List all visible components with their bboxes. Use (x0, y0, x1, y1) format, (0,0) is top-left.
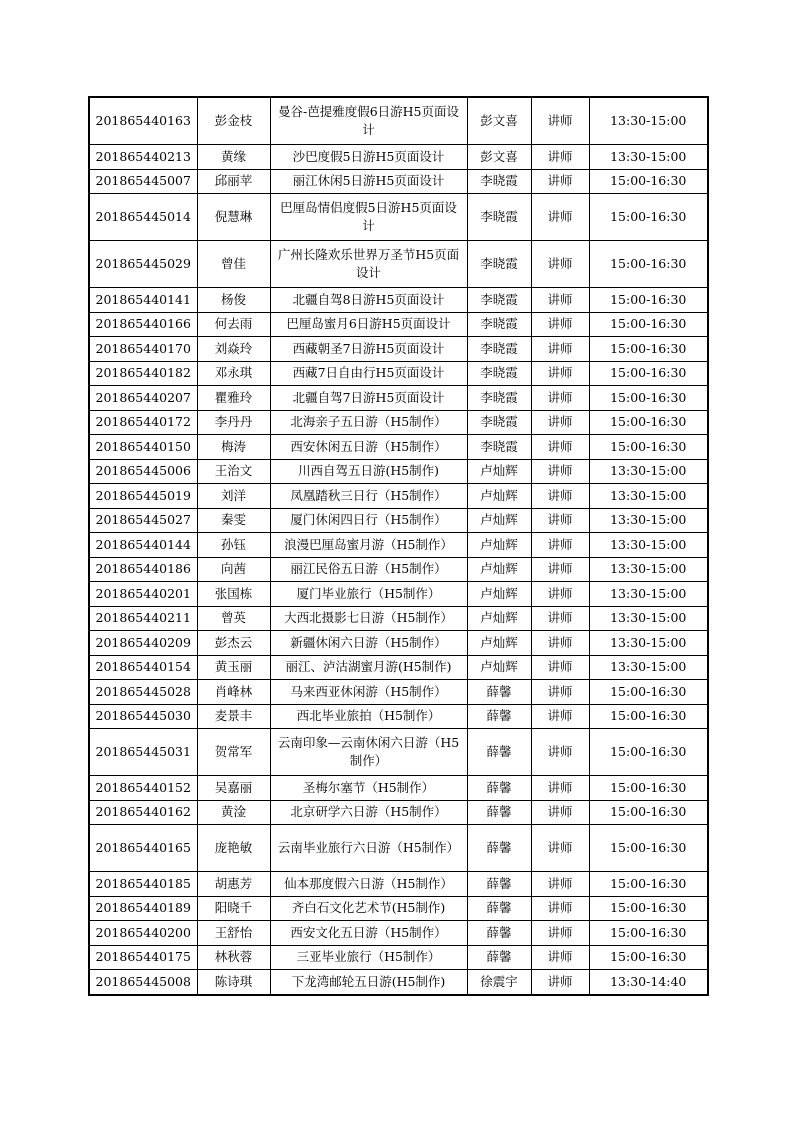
student-id-cell: 201865440152 (89, 776, 197, 801)
teacher-title-cell: 讲师 (531, 288, 589, 313)
course-title-cell: 丽江休闲5日游H5页面设计 (270, 169, 467, 194)
course-title-cell: 大西北摄影七日游（H5制作） (270, 606, 467, 631)
teacher-name-cell: 薛馨 (467, 776, 531, 801)
table-row (89, 557, 708, 582)
time-slot-cell: 15:00-16:30 (589, 194, 708, 241)
student-name-cell: 倪慧琳 (197, 194, 270, 241)
course-title-cell: 西安文化五日游（H5制作） (270, 921, 467, 946)
student-id-cell: 201865445027 (89, 508, 197, 533)
teacher-title-cell: 讲师 (531, 459, 589, 484)
student-name-cell: 邱丽苹 (197, 169, 270, 194)
time-slot-cell: 13:30-15:00 (589, 557, 708, 582)
time-slot-cell: 13:30-15:00 (589, 631, 708, 656)
student-id-cell: 201865445019 (89, 484, 197, 509)
student-id-cell: 201865440162 (89, 800, 197, 825)
teacher-title-cell: 讲师 (531, 386, 589, 411)
student-id-cell: 201865440163 (89, 97, 197, 145)
student-name-cell: 王舒怡 (197, 921, 270, 946)
teacher-title-cell: 讲师 (531, 945, 589, 970)
student-name-cell: 何去雨 (197, 312, 270, 337)
student-id-cell: 201865440211 (89, 606, 197, 631)
teacher-title-cell: 讲师 (531, 557, 589, 582)
student-id-cell: 201865440165 (89, 825, 197, 872)
table-row (89, 582, 708, 607)
student-id-cell: 201865445031 (89, 729, 197, 776)
student-name-cell: 陈诗琪 (197, 970, 270, 995)
course-title-cell: 新疆休闲六日游（H5制作） (270, 631, 467, 656)
student-name-cell: 秦雯 (197, 508, 270, 533)
table-row (89, 533, 708, 558)
teacher-name-cell: 卢灿辉 (467, 655, 531, 680)
teacher-title-cell: 讲师 (531, 435, 589, 460)
teacher-title-cell: 讲师 (531, 312, 589, 337)
table-row (89, 361, 708, 386)
teacher-name-cell: 李晓霞 (467, 337, 531, 362)
teacher-name-cell: 薛馨 (467, 729, 531, 776)
time-slot-cell: 15:00-16:30 (589, 921, 708, 946)
teacher-name-cell: 李晓霞 (467, 361, 531, 386)
table-row (89, 631, 708, 656)
student-id-cell: 201865440201 (89, 582, 197, 607)
student-name-cell: 邓永琪 (197, 361, 270, 386)
course-title-cell: 圣梅尔塞节（H5制作） (270, 776, 467, 801)
course-title-cell: 北海亲子五日游（H5制作） (270, 410, 467, 435)
table-row (89, 825, 708, 872)
student-name-cell: 贺常军 (197, 729, 270, 776)
table-row (89, 508, 708, 533)
table-row (89, 896, 708, 921)
course-title-cell: 丽江、泸沽湖蜜月游(H5制作) (270, 655, 467, 680)
time-slot-cell: 13:30-15:00 (589, 508, 708, 533)
student-name-cell: 彭金枝 (197, 97, 270, 145)
teacher-name-cell: 李晓霞 (467, 435, 531, 460)
teacher-title-cell: 讲师 (531, 484, 589, 509)
course-title-cell: 巴厘岛情侣度假5日游H5页面设计 (270, 194, 467, 241)
course-title-cell: 厦门休闲四日行（H5制作） (270, 508, 467, 533)
table-row (89, 459, 708, 484)
student-name-cell: 曾佳 (197, 241, 270, 288)
course-title-cell: 云南毕业旅行六日游（H5制作） (270, 825, 467, 872)
course-title-cell: 西藏7日自由行H5页面设计 (270, 361, 467, 386)
teacher-name-cell: 卢灿辉 (467, 484, 531, 509)
student-id-cell: 201865440141 (89, 288, 197, 313)
student-id-cell: 201865445006 (89, 459, 197, 484)
course-title-cell: 北京研学六日游（H5制作） (270, 800, 467, 825)
student-id-cell: 201865440166 (89, 312, 197, 337)
student-id-cell: 201865440185 (89, 872, 197, 897)
teacher-title-cell: 讲师 (531, 825, 589, 872)
time-slot-cell: 15:00-16:30 (589, 680, 708, 705)
course-title-cell: 浪漫巴厘岛蜜月游（H5制作） (270, 533, 467, 558)
student-name-cell: 黄玉丽 (197, 655, 270, 680)
time-slot-cell: 15:00-16:30 (589, 776, 708, 801)
teacher-title-cell: 讲师 (531, 606, 589, 631)
time-slot-cell: 15:00-16:30 (589, 729, 708, 776)
course-title-cell: 西藏朝圣7日游H5页面设计 (270, 337, 467, 362)
teacher-title-cell: 讲师 (531, 194, 589, 241)
student-id-cell: 201865440170 (89, 337, 197, 362)
table-row (89, 145, 708, 170)
table-row (89, 872, 708, 897)
time-slot-cell: 15:00-16:30 (589, 410, 708, 435)
time-slot-cell: 13:30-15:00 (589, 145, 708, 170)
student-id-cell: 201865440154 (89, 655, 197, 680)
student-id-cell: 201865440189 (89, 896, 197, 921)
student-name-cell: 王治文 (197, 459, 270, 484)
teacher-title-cell: 讲师 (531, 508, 589, 533)
teacher-title-cell: 讲师 (531, 631, 589, 656)
course-title-cell: 齐白石文化艺术节(H5制作) (270, 896, 467, 921)
teacher-name-cell: 卢灿辉 (467, 533, 531, 558)
teacher-title-cell: 讲师 (531, 241, 589, 288)
teacher-title-cell: 讲师 (531, 872, 589, 897)
course-title-cell: 川西自驾五日游(H5制作) (270, 459, 467, 484)
time-slot-cell: 15:00-16:30 (589, 704, 708, 729)
teacher-name-cell: 卢灿辉 (467, 557, 531, 582)
course-title-cell: 凤凰踏秋三日行（H5制作） (270, 484, 467, 509)
teacher-name-cell: 卢灿辉 (467, 631, 531, 656)
course-title-cell: 沙巴度假5日游H5页面设计 (270, 145, 467, 170)
student-name-cell: 彭杰云 (197, 631, 270, 656)
student-id-cell: 201865445014 (89, 194, 197, 241)
teacher-name-cell: 彭文喜 (467, 145, 531, 170)
time-slot-cell: 15:00-16:30 (589, 169, 708, 194)
student-name-cell: 刘洋 (197, 484, 270, 509)
teacher-name-cell: 李晓霞 (467, 312, 531, 337)
student-name-cell: 张国栋 (197, 582, 270, 607)
student-name-cell: 刘焱玲 (197, 337, 270, 362)
teacher-title-cell: 讲师 (531, 361, 589, 386)
time-slot-cell: 15:00-16:30 (589, 337, 708, 362)
student-name-cell: 阳晓千 (197, 896, 270, 921)
teacher-name-cell: 卢灿辉 (467, 459, 531, 484)
teacher-name-cell: 彭文喜 (467, 97, 531, 145)
teacher-name-cell: 薛馨 (467, 825, 531, 872)
student-id-cell: 201865445007 (89, 169, 197, 194)
teacher-name-cell: 徐震宇 (467, 970, 531, 995)
time-slot-cell: 13:30-15:00 (589, 97, 708, 145)
student-id-cell: 201865445028 (89, 680, 197, 705)
teacher-name-cell: 卢灿辉 (467, 606, 531, 631)
table-row (89, 386, 708, 411)
student-name-cell: 麦景丰 (197, 704, 270, 729)
teacher-title-cell: 讲师 (531, 800, 589, 825)
course-title-cell: 马来西亚休闲游（H5制作） (270, 680, 467, 705)
student-name-cell: 吴嘉丽 (197, 776, 270, 801)
student-name-cell: 杨俊 (197, 288, 270, 313)
course-title-cell: 西安休闲五日游（H5制作） (270, 435, 467, 460)
teacher-title-cell: 讲师 (531, 533, 589, 558)
course-title-cell: 下龙湾邮轮五日游(H5制作) (270, 970, 467, 995)
time-slot-cell: 15:00-16:30 (589, 241, 708, 288)
teacher-name-cell: 李晓霞 (467, 410, 531, 435)
teacher-title-cell: 讲师 (531, 704, 589, 729)
course-title-cell: 丽江民俗五日游（H5制作） (270, 557, 467, 582)
teacher-title-cell: 讲师 (531, 680, 589, 705)
student-id-cell: 201865445030 (89, 704, 197, 729)
course-title-cell: 云南印象—云南休闲六日游（H5制作） (270, 729, 467, 776)
student-name-cell: 曾英 (197, 606, 270, 631)
schedule-table (88, 96, 709, 996)
table-row (89, 169, 708, 194)
student-name-cell: 孙钰 (197, 533, 270, 558)
student-id-cell: 201865445008 (89, 970, 197, 995)
table-row (89, 241, 708, 288)
teacher-name-cell: 卢灿辉 (467, 582, 531, 607)
teacher-title-cell: 讲师 (531, 896, 589, 921)
time-slot-cell: 13:30-15:00 (589, 459, 708, 484)
teacher-title-cell: 讲师 (531, 729, 589, 776)
student-id-cell: 201865440182 (89, 361, 197, 386)
course-title-cell: 西北毕业旅拍（H5制作） (270, 704, 467, 729)
student-name-cell: 庞艳敏 (197, 825, 270, 872)
teacher-title-cell: 讲师 (531, 970, 589, 995)
course-title-cell: 北疆自驾7日游H5页面设计 (270, 386, 467, 411)
student-name-cell: 肖峰林 (197, 680, 270, 705)
teacher-name-cell: 李晓霞 (467, 169, 531, 194)
student-id-cell: 201865445029 (89, 241, 197, 288)
student-id-cell: 201865440200 (89, 921, 197, 946)
teacher-name-cell: 李晓霞 (467, 194, 531, 241)
table-row (89, 606, 708, 631)
table-row (89, 312, 708, 337)
teacher-name-cell: 薛馨 (467, 704, 531, 729)
student-name-cell: 瞿雅玲 (197, 386, 270, 411)
teacher-title-cell: 讲师 (531, 145, 589, 170)
time-slot-cell: 15:00-16:30 (589, 386, 708, 411)
time-slot-cell: 15:00-16:30 (589, 288, 708, 313)
teacher-name-cell: 薛馨 (467, 680, 531, 705)
student-id-cell: 201865440144 (89, 533, 197, 558)
student-name-cell: 向茜 (197, 557, 270, 582)
table-row (89, 680, 708, 705)
student-name-cell: 黄缘 (197, 145, 270, 170)
student-id-cell: 201865440175 (89, 945, 197, 970)
student-name-cell: 李丹丹 (197, 410, 270, 435)
course-title-cell: 厦门毕业旅行（H5制作） (270, 582, 467, 607)
table-row (89, 921, 708, 946)
table-row (89, 800, 708, 825)
table-row (89, 655, 708, 680)
table-row (89, 194, 708, 241)
table-row (89, 288, 708, 313)
student-id-cell: 201865440172 (89, 410, 197, 435)
teacher-title-cell: 讲师 (531, 337, 589, 362)
teacher-name-cell: 薛馨 (467, 896, 531, 921)
time-slot-cell: 13:30-15:00 (589, 533, 708, 558)
student-id-cell: 201865440209 (89, 631, 197, 656)
student-id-cell: 201865440186 (89, 557, 197, 582)
time-slot-cell: 13:30-15:00 (589, 484, 708, 509)
student-name-cell: 林秋蓉 (197, 945, 270, 970)
time-slot-cell: 15:00-16:30 (589, 435, 708, 460)
time-slot-cell: 13:30-15:00 (589, 655, 708, 680)
teacher-name-cell: 薛馨 (467, 872, 531, 897)
course-title-cell: 北疆自驾8日游H5页面设计 (270, 288, 467, 313)
course-title-cell: 曼谷-芭提雅度假6日游H5页面设计 (270, 97, 467, 145)
table-row (89, 337, 708, 362)
teacher-title-cell: 讲师 (531, 169, 589, 194)
table-row (89, 729, 708, 776)
table-row (89, 776, 708, 801)
teacher-name-cell: 李晓霞 (467, 288, 531, 313)
student-id-cell: 201865440207 (89, 386, 197, 411)
time-slot-cell: 13:30-15:00 (589, 606, 708, 631)
student-id-cell: 201865440213 (89, 145, 197, 170)
time-slot-cell: 15:00-16:30 (589, 896, 708, 921)
course-title-cell: 仙本那度假六日游（H5制作） (270, 872, 467, 897)
teacher-name-cell: 李晓霞 (467, 241, 531, 288)
student-name-cell: 梅涛 (197, 435, 270, 460)
table-row (89, 970, 708, 995)
course-title-cell: 三亚毕业旅行（H5制作） (270, 945, 467, 970)
time-slot-cell: 15:00-16:30 (589, 312, 708, 337)
table-row (89, 704, 708, 729)
schedule-table-body (89, 97, 708, 995)
table-row (89, 410, 708, 435)
time-slot-cell: 13:30-15:00 (589, 582, 708, 607)
teacher-name-cell: 薛馨 (467, 800, 531, 825)
teacher-name-cell: 卢灿辉 (467, 508, 531, 533)
teacher-title-cell: 讲师 (531, 655, 589, 680)
time-slot-cell: 15:00-16:30 (589, 361, 708, 386)
time-slot-cell: 15:00-16:30 (589, 945, 708, 970)
time-slot-cell: 15:00-16:30 (589, 872, 708, 897)
teacher-title-cell: 讲师 (531, 921, 589, 946)
time-slot-cell: 15:00-16:30 (589, 825, 708, 872)
schedule-sheet (88, 96, 707, 996)
teacher-name-cell: 薛馨 (467, 921, 531, 946)
student-name-cell: 黄淦 (197, 800, 270, 825)
table-row (89, 97, 708, 145)
teacher-title-cell: 讲师 (531, 776, 589, 801)
table-row (89, 435, 708, 460)
teacher-name-cell: 薛馨 (467, 945, 531, 970)
time-slot-cell: 15:00-16:30 (589, 800, 708, 825)
teacher-title-cell: 讲师 (531, 410, 589, 435)
table-row (89, 945, 708, 970)
course-title-cell: 巴厘岛蜜月6日游H5页面设计 (270, 312, 467, 337)
student-id-cell: 201865440150 (89, 435, 197, 460)
teacher-title-cell: 讲师 (531, 97, 589, 145)
student-name-cell: 胡惠芳 (197, 872, 270, 897)
course-title-cell: 广州长隆欢乐世界万圣节H5页面设计 (270, 241, 467, 288)
teacher-name-cell: 李晓霞 (467, 386, 531, 411)
table-row (89, 484, 708, 509)
teacher-title-cell: 讲师 (531, 582, 589, 607)
time-slot-cell: 13:30-14:40 (589, 970, 708, 995)
